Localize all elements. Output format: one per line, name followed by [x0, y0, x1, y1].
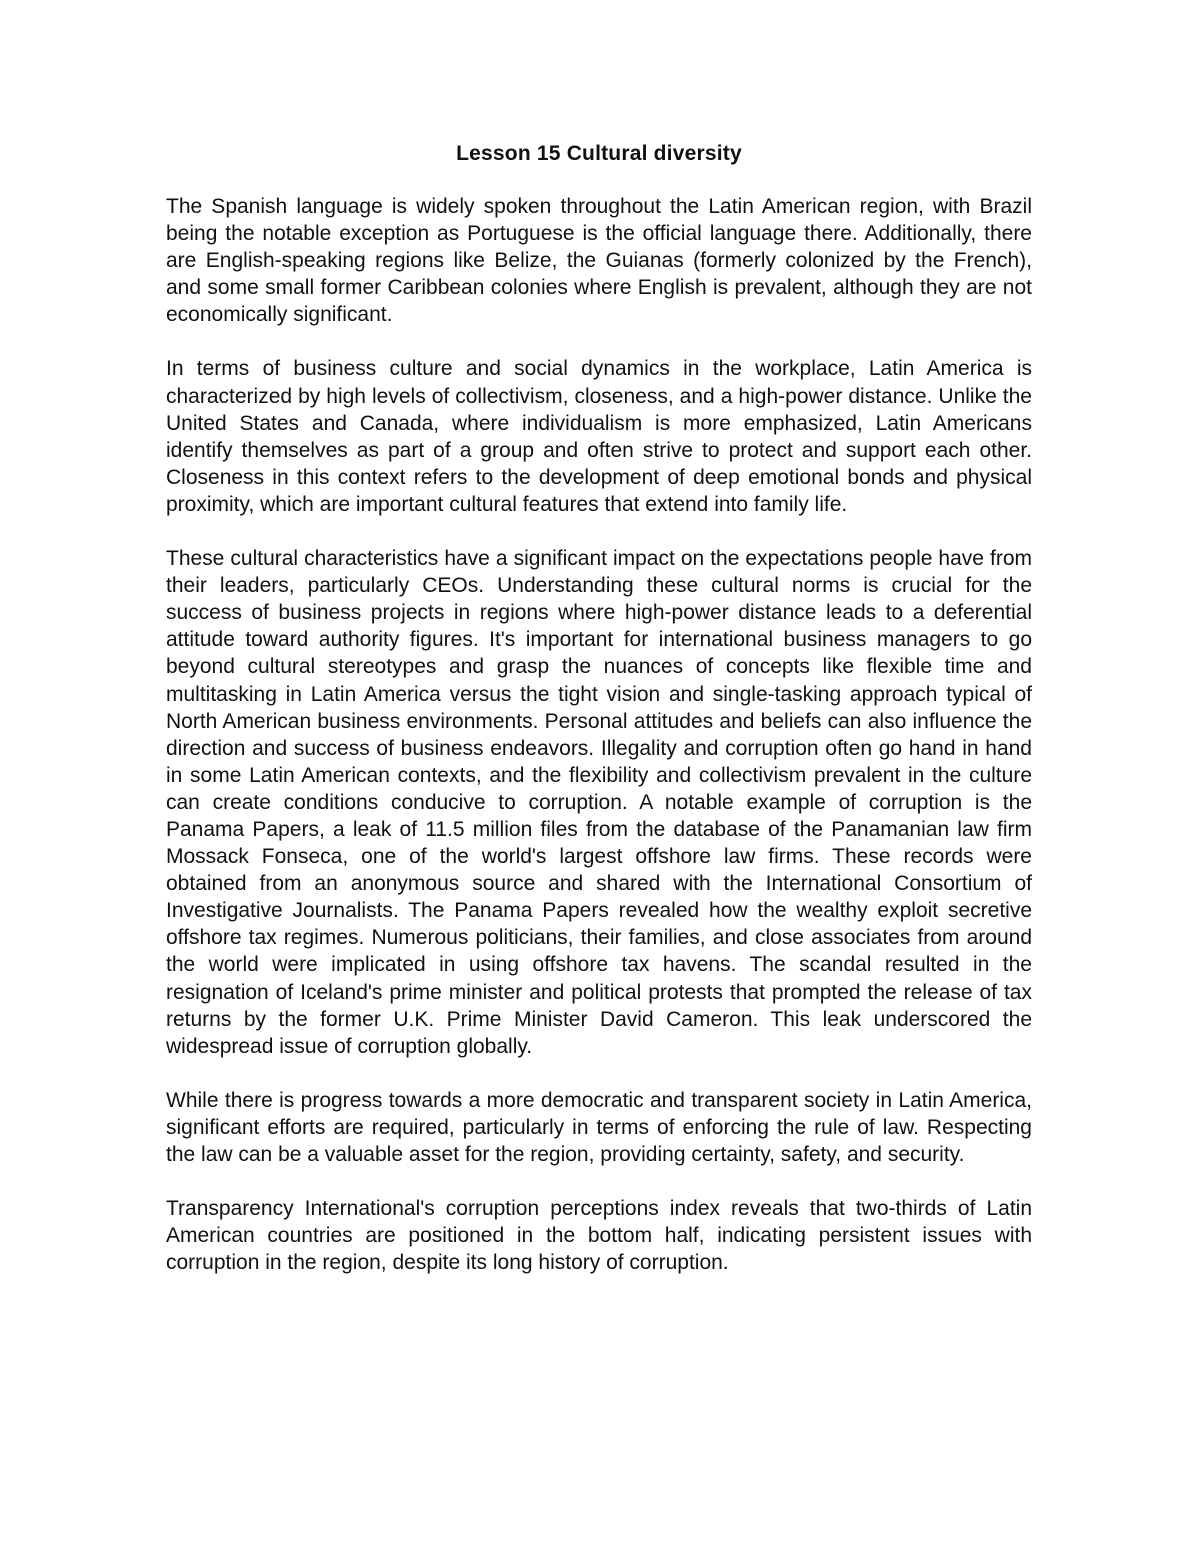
paragraph-business-culture: In terms of business culture and social dynamics in the workplace, Latin America is characterized by high levels of collectivism, closeness, and a high-power distance. Unlike the United States and Canada, where individualism is more emphasized, Latin Americans identify themselves as part of a group and often strive to protect and support each other. Closeness in this context refers to the development of deep emotional bonds and physical proximity, which are important cultural features that extend into family life. [166, 357, 1032, 516]
document-title: Lesson 15 Cultural diversity [456, 142, 742, 165]
paragraph-languages: The Spanish language is widely spoken throughout the Latin American region, with Brazil being the notable exception as Portuguese is the official language there. Additionally, there are English-speaking regions like Belize, the Guianas (formerly colonized by the French), and some small former Caribbean colonies where English is prevalent, although they are not economically significant. [166, 195, 1032, 327]
paragraph-rule-of-law: While there is progress towards a more democratic and transparent society in Latin America, significant efforts are required, particularly in terms of enforcing the rule of law. Respecting the law can be a valuable asset for the region, providing certainty, safety, and security. [166, 1088, 1032, 1166]
paragraph-transparency-index: Transparency International's corruption perceptions index reveals that two-thirds of Latin American countries are positioned in the bottom half, indicating persistent issues with corruption in the region, despite its long history of corruption. [166, 1197, 1032, 1275]
document-page [166, 138, 1032, 1303]
paragraph-leadership-corruption: These cultural characteristics have a significant impact on the expectations people have from their leaders, particularly CEOs. Understanding these cultural norms is crucial for the success of business projects in regions where high-power distance leads to a deferential attitude toward authority figures. It's important for international business managers to go beyond cultural stereotypes and grasp the nuances of concepts like flexible time and multitasking in Latin America versus the tight vision and single-tasking approach typical of North American business environments. Personal attitudes and beliefs can also influence the direction and success of business endeavors. Illegality and corruption often go hand in hand in some Latin American contexts, and the flexibility and collectivism prevalent in the culture can create conditions conducive to corruption. A notable example of corruption is the Panama Papers, a leak of 11.5 million files from the database of the Panamanian law firm Mossack Fonseca, one of the world's largest offshore law firms. These records were obtained from an anonymous source and shared with the International Consortium of Investigative Journalists. The Panama Papers revealed how the wealthy exploit secretive offshore tax regimes. Numerous politicians, their families, and close associates from around the world were implicated in using offshore tax havens. The scandal resulted in the resignation of Iceland's prime minister and political protests that prompted the release of tax returns by the former U.K. Prime Minister David Cameron. This leak underscored the widespread issue of corruption globally. [166, 547, 1032, 1058]
